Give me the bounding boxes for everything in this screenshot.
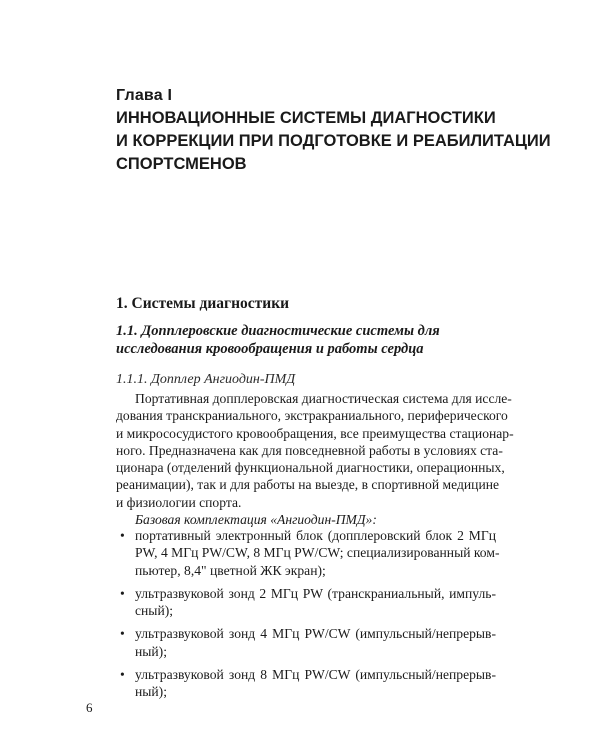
list-item-line: ультразвуковой зонд 2 МГц PW (транскраниальный, импуль- — [135, 585, 496, 601]
list-item-line: портативный электронный блок (допплеровский блок 2 МГц — [135, 528, 496, 543]
section-title: 1. Системы диагностики — [116, 295, 290, 312]
list-item — [116, 625, 496, 660]
bullet-icon: • — [120, 667, 125, 683]
paragraph-line: дования транскраниального, экстракраниального, периферического — [116, 408, 508, 424]
paragraph-line: и физиологии спорта. — [116, 494, 242, 510]
bullet-icon: • — [120, 626, 125, 642]
body-paragraph — [116, 390, 514, 528]
bullet-icon: • — [120, 585, 125, 601]
page-number: 6 — [86, 700, 93, 715]
paragraph-line: ного. Предназначена как для повседневной работы в условиях ста- — [116, 442, 503, 458]
list-item-line: пьютер, 8,4" цветной ЖК экран); — [135, 562, 326, 578]
subsubsection-title: 1.1.1. Допплер Ангиодин-ПМД — [116, 372, 296, 387]
paragraph-line: Портативная допплеровская диагностическая система для иссле- — [135, 391, 512, 406]
chapter-title-line: И КОРРЕКЦИИ ПРИ ПОДГОТОВКЕ И РЕАБИЛИТАЦИИ — [116, 132, 551, 150]
subsection-title-line: 1.1. Допплеровские диагностические системы для — [116, 323, 440, 339]
list-item-line: ультразвуковой зонд 4 МГц PW/CW (импульсный/непрерыв- — [135, 626, 496, 642]
list-item-line: PW, 4 МГц PW/CW, 8 МГц PW/CW; специализированный ком- — [135, 545, 500, 561]
paragraph-line: реанимации), так и для работы на выезде, в спортивной медицине — [116, 477, 500, 493]
list-item — [116, 666, 496, 701]
list-item-line: ный); — [135, 684, 167, 700]
list-item — [116, 585, 496, 620]
chapter-title-line: СПОРТСМЕНОВ — [116, 155, 247, 173]
list-item-line: ный); — [135, 643, 167, 659]
list-item-line: сный); — [135, 603, 174, 619]
chapter-title — [116, 107, 551, 176]
subsection-title — [116, 322, 496, 358]
paragraph-line: ционара (отделений функциональной диагностики, операционных, — [116, 460, 505, 476]
list-item — [116, 527, 500, 579]
kit-label: Базовая комплектация «Ангиодин-ПМД»: — [135, 512, 377, 528]
bullet-icon: • — [120, 528, 125, 543]
kit-list — [116, 527, 500, 707]
chapter-title-line: ИННОВАЦИОННЫЕ СИСТЕМЫ ДИАГНОСТИКИ — [116, 109, 496, 127]
subsection-title-line: исследования кровообращения и работы сердца — [116, 341, 424, 357]
paragraph-line: и микрососудистого кровообращения, все преимущества стационар- — [116, 425, 514, 441]
chapter-label: Глава I — [116, 87, 173, 104]
list-item-line: ультразвуковой зонд 8 МГц PW/CW (импульсный/непрерыв- — [135, 667, 496, 683]
